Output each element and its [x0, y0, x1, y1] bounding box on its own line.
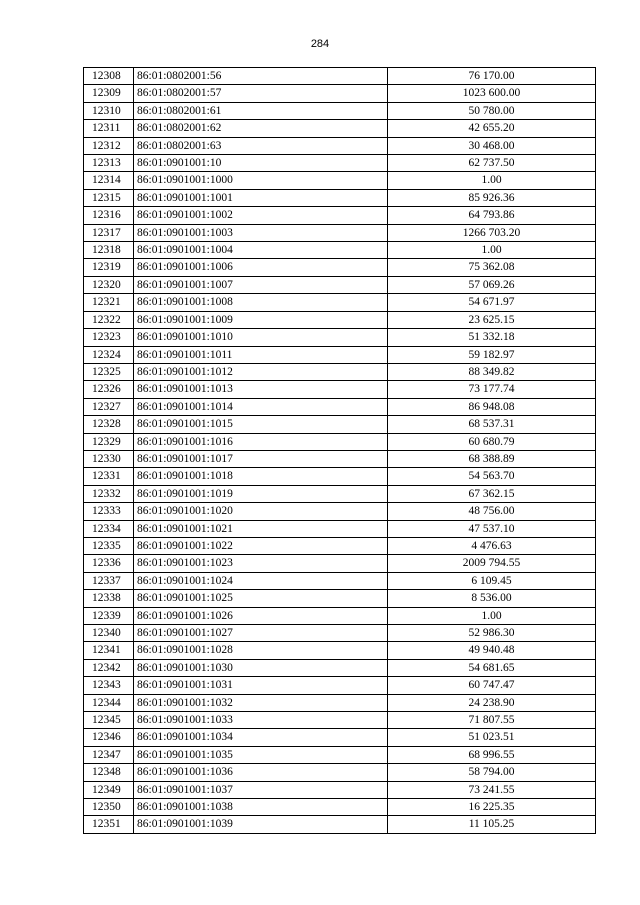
table-row	[84, 537, 596, 554]
cadastral-value-cell: 64 793.86	[388, 207, 596, 224]
row-number-cell: 12326	[84, 381, 134, 398]
cadastral-number-cell: 86:01:0901001:1031	[134, 677, 388, 694]
cadastral-number-cell: 86:01:0901001:10	[134, 155, 388, 172]
row-number-cell: 12344	[84, 694, 134, 711]
cadastral-value-cell: 68 537.31	[388, 416, 596, 433]
cadastral-value-cell: 24 238.90	[388, 694, 596, 711]
row-number-cell: 12313	[84, 155, 134, 172]
row-number-cell: 12320	[84, 276, 134, 293]
cadastral-value-cell: 1.00	[388, 172, 596, 189]
table-row	[84, 242, 596, 259]
row-number-cell: 12345	[84, 712, 134, 729]
cadastral-number-cell: 86:01:0901001:1037	[134, 781, 388, 798]
cadastral-number-cell: 86:01:0901001:1030	[134, 659, 388, 676]
cadastral-value-cell: 86 948.08	[388, 398, 596, 415]
cadastral-number-cell: 86:01:0901001:1010	[134, 329, 388, 346]
row-number-cell: 12329	[84, 433, 134, 450]
cadastral-value-cell: 4 476.63	[388, 537, 596, 554]
row-number-cell: 12349	[84, 781, 134, 798]
cadastral-value-cell: 73 177.74	[388, 381, 596, 398]
cadastral-value-cell: 52 986.30	[388, 625, 596, 642]
table-row	[84, 450, 596, 467]
cadastral-value-table	[83, 67, 596, 834]
row-number-cell: 12338	[84, 590, 134, 607]
table-row	[84, 276, 596, 293]
table-row	[84, 729, 596, 746]
table-row	[84, 120, 596, 137]
cadastral-value-cell: 76 170.00	[388, 68, 596, 85]
cadastral-number-cell: 86:01:0802001:56	[134, 68, 388, 85]
row-number-cell: 12348	[84, 764, 134, 781]
cadastral-value-cell: 54 681.65	[388, 659, 596, 676]
cadastral-value-cell: 48 756.00	[388, 503, 596, 520]
row-number-cell: 12316	[84, 207, 134, 224]
cadastral-number-cell: 86:01:0901001:1022	[134, 537, 388, 554]
cadastral-value-cell: 85 926.36	[388, 189, 596, 206]
cadastral-number-cell: 86:01:0901001:1013	[134, 381, 388, 398]
cadastral-value-cell: 51 023.51	[388, 729, 596, 746]
cadastral-value-cell: 8 536.00	[388, 590, 596, 607]
cadastral-number-cell: 86:01:0901001:1038	[134, 799, 388, 816]
row-number-cell: 12317	[84, 224, 134, 241]
row-number-cell: 12347	[84, 746, 134, 763]
cadastral-number-cell: 86:01:0802001:62	[134, 120, 388, 137]
table-row	[84, 590, 596, 607]
cadastral-value-cell: 6 109.45	[388, 572, 596, 589]
table-row	[84, 398, 596, 415]
cadastral-value-cell: 30 468.00	[388, 137, 596, 154]
row-number-cell: 12328	[84, 416, 134, 433]
cadastral-number-cell: 86:01:0901001:1018	[134, 468, 388, 485]
row-number-cell: 12315	[84, 189, 134, 206]
table-row	[84, 625, 596, 642]
table-row	[84, 485, 596, 502]
page-number: 284	[310, 38, 330, 50]
cadastral-number-cell: 86:01:0901001:1019	[134, 485, 388, 502]
cadastral-number-cell: 86:01:0901001:1025	[134, 590, 388, 607]
table-row	[84, 677, 596, 694]
row-number-cell: 12324	[84, 346, 134, 363]
cadastral-number-cell: 86:01:0901001:1023	[134, 555, 388, 572]
table-row	[84, 155, 596, 172]
row-number-cell: 12351	[84, 816, 134, 833]
table-row	[84, 329, 596, 346]
row-number-cell: 12343	[84, 677, 134, 694]
cadastral-value-cell: 16 225.35	[388, 799, 596, 816]
cadastral-number-cell: 86:01:0901001:1000	[134, 172, 388, 189]
cadastral-number-cell: 86:01:0901001:1014	[134, 398, 388, 415]
cadastral-number-cell: 86:01:0901001:1011	[134, 346, 388, 363]
cadastral-number-cell: 86:01:0901001:1016	[134, 433, 388, 450]
cadastral-value-cell: 23 625.15	[388, 311, 596, 328]
table-row	[84, 607, 596, 624]
table-row	[84, 207, 596, 224]
cadastral-value-cell: 68 996.55	[388, 746, 596, 763]
row-number-cell: 12342	[84, 659, 134, 676]
cadastral-value-cell: 54 671.97	[388, 294, 596, 311]
cadastral-number-cell: 86:01:0901001:1026	[134, 607, 388, 624]
row-number-cell: 12323	[84, 329, 134, 346]
row-number-cell: 12339	[84, 607, 134, 624]
row-number-cell: 12341	[84, 642, 134, 659]
table-row	[84, 224, 596, 241]
table-row	[84, 746, 596, 763]
table-row	[84, 694, 596, 711]
cadastral-number-cell: 86:01:0901001:1006	[134, 259, 388, 276]
cadastral-value-cell: 51 332.18	[388, 329, 596, 346]
row-number-cell: 12319	[84, 259, 134, 276]
table-row	[84, 172, 596, 189]
cadastral-number-cell: 86:01:0901001:1033	[134, 712, 388, 729]
cadastral-value-cell: 57 069.26	[388, 276, 596, 293]
table-row	[84, 416, 596, 433]
cadastral-value-cell: 1266 703.20	[388, 224, 596, 241]
row-number-cell: 12336	[84, 555, 134, 572]
table-body	[84, 68, 596, 834]
cadastral-number-cell: 86:01:0901001:1015	[134, 416, 388, 433]
cadastral-number-cell: 86:01:0901001:1007	[134, 276, 388, 293]
cadastral-number-cell: 86:01:0802001:57	[134, 85, 388, 102]
table-row	[84, 572, 596, 589]
cadastral-value-cell: 47 537.10	[388, 520, 596, 537]
cadastral-value-cell: 62 737.50	[388, 155, 596, 172]
cadastral-number-cell: 86:01:0901001:1024	[134, 572, 388, 589]
cadastral-number-cell: 86:01:0901001:1004	[134, 242, 388, 259]
table-row	[84, 363, 596, 380]
cadastral-value-cell: 54 563.70	[388, 468, 596, 485]
cadastral-value-cell: 73 241.55	[388, 781, 596, 798]
row-number-cell: 12309	[84, 85, 134, 102]
table-row	[84, 712, 596, 729]
row-number-cell: 12321	[84, 294, 134, 311]
cadastral-value-cell: 60 747.47	[388, 677, 596, 694]
row-number-cell: 12327	[84, 398, 134, 415]
table-row	[84, 642, 596, 659]
cadastral-value-cell: 1.00	[388, 242, 596, 259]
cadastral-number-cell: 86:01:0901001:1009	[134, 311, 388, 328]
row-number-cell: 12335	[84, 537, 134, 554]
table-row	[84, 346, 596, 363]
cadastral-value-cell: 68 388.89	[388, 450, 596, 467]
cadastral-number-cell: 86:01:0901001:1012	[134, 363, 388, 380]
cadastral-value-cell: 75 362.08	[388, 259, 596, 276]
table-row	[84, 816, 596, 833]
cadastral-number-cell: 86:01:0901001:1021	[134, 520, 388, 537]
cadastral-number-cell: 86:01:0802001:61	[134, 102, 388, 119]
table-row	[84, 189, 596, 206]
table-row	[84, 433, 596, 450]
row-number-cell: 12346	[84, 729, 134, 746]
table-row	[84, 294, 596, 311]
cadastral-value-cell: 58 794.00	[388, 764, 596, 781]
cadastral-number-cell: 86:01:0901001:1017	[134, 450, 388, 467]
table-row	[84, 468, 596, 485]
cadastral-number-cell: 86:01:0901001:1035	[134, 746, 388, 763]
row-number-cell: 12312	[84, 137, 134, 154]
row-number-cell: 12322	[84, 311, 134, 328]
table-row	[84, 137, 596, 154]
row-number-cell: 12340	[84, 625, 134, 642]
cadastral-value-cell: 49 940.48	[388, 642, 596, 659]
cadastral-value-cell: 50 780.00	[388, 102, 596, 119]
row-number-cell: 12308	[84, 68, 134, 85]
table-row	[84, 520, 596, 537]
cadastral-number-cell: 86:01:0901001:1027	[134, 625, 388, 642]
cadastral-number-cell: 86:01:0901001:1003	[134, 224, 388, 241]
row-number-cell: 12334	[84, 520, 134, 537]
cadastral-number-cell: 86:01:0901001:1002	[134, 207, 388, 224]
cadastral-value-cell: 67 362.15	[388, 485, 596, 502]
table-row	[84, 259, 596, 276]
cadastral-value-cell: 60 680.79	[388, 433, 596, 450]
row-number-cell: 12311	[84, 120, 134, 137]
cadastral-value-cell: 59 182.97	[388, 346, 596, 363]
row-number-cell: 12337	[84, 572, 134, 589]
row-number-cell: 12333	[84, 503, 134, 520]
table-row	[84, 764, 596, 781]
table-row	[84, 503, 596, 520]
cadastral-number-cell: 86:01:0802001:63	[134, 137, 388, 154]
row-number-cell: 12330	[84, 450, 134, 467]
cadastral-number-cell: 86:01:0901001:1001	[134, 189, 388, 206]
table-row	[84, 102, 596, 119]
row-number-cell: 12332	[84, 485, 134, 502]
table-row	[84, 799, 596, 816]
table-row	[84, 85, 596, 102]
cadastral-value-cell: 71 807.55	[388, 712, 596, 729]
table-row	[84, 781, 596, 798]
table-row	[84, 381, 596, 398]
cadastral-value-cell: 1023 600.00	[388, 85, 596, 102]
cadastral-value-cell: 88 349.82	[388, 363, 596, 380]
row-number-cell: 12331	[84, 468, 134, 485]
cadastral-value-cell: 42 655.20	[388, 120, 596, 137]
table-row	[84, 659, 596, 676]
cadastral-value-cell: 2009 794.55	[388, 555, 596, 572]
row-number-cell: 12325	[84, 363, 134, 380]
row-number-cell: 12350	[84, 799, 134, 816]
table-row	[84, 68, 596, 85]
cadastral-value-cell: 1.00	[388, 607, 596, 624]
row-number-cell: 12318	[84, 242, 134, 259]
cadastral-number-cell: 86:01:0901001:1034	[134, 729, 388, 746]
cadastral-number-cell: 86:01:0901001:1036	[134, 764, 388, 781]
cadastral-number-cell: 86:01:0901001:1008	[134, 294, 388, 311]
cadastral-number-cell: 86:01:0901001:1032	[134, 694, 388, 711]
row-number-cell: 12310	[84, 102, 134, 119]
cadastral-number-cell: 86:01:0901001:1028	[134, 642, 388, 659]
table-row	[84, 555, 596, 572]
cadastral-number-cell: 86:01:0901001:1020	[134, 503, 388, 520]
cadastral-value-cell: 11 105.25	[388, 816, 596, 833]
cadastral-number-cell: 86:01:0901001:1039	[134, 816, 388, 833]
table-row	[84, 311, 596, 328]
row-number-cell: 12314	[84, 172, 134, 189]
